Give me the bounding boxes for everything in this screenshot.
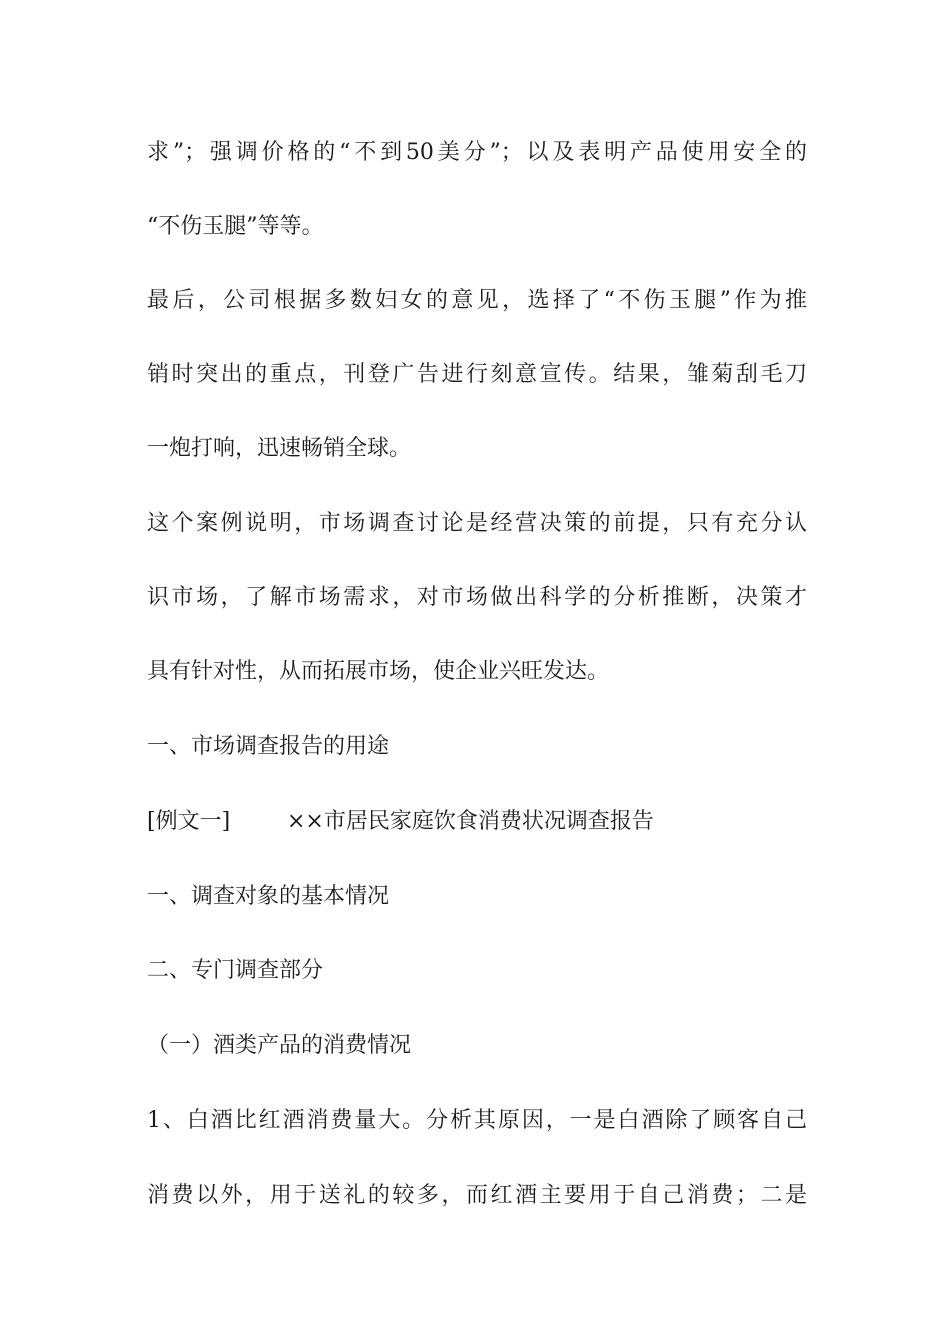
section-heading-uses: 一、市场调查报告的用途 bbox=[147, 734, 390, 759]
paragraph-line-7: 识市场，了解市场需求，对市场做出科学的分析推断，决策才 bbox=[147, 585, 807, 610]
paragraph-line-8: 具有针对性，从而拓展市场，使企业兴旺发达。 bbox=[147, 659, 610, 684]
section-heading-basic-info: 一、调查对象的基本情况 bbox=[147, 884, 390, 909]
example-title-line bbox=[147, 802, 807, 842]
paragraph-line-2: “不伤玉腿”等等。 bbox=[147, 214, 324, 239]
paragraph-line-6: 这个案例说明，市场调查讨论是经营决策的前提，只有充分认 bbox=[147, 511, 807, 536]
subsection-heading-alcohol: （一）酒类产品的消费情况 bbox=[147, 1033, 412, 1058]
section-heading-special-survey: 二、专门调查部分 bbox=[147, 958, 324, 983]
paragraph-line-10: 消费以外，用于送礼的较多，而红酒主要用于自己消费；二是 bbox=[147, 1183, 807, 1208]
paragraph-line-4: 销时突出的重点，刊登广告进行刻意宣传。结果，雏菊刮毛刀 bbox=[147, 362, 807, 387]
paragraph-line-5: 一炮打响，迅速畅销全球。 bbox=[147, 436, 412, 461]
paragraph-line-3: 最后，公司根据多数妇女的意见，选择了“不伤玉腿”作为推 bbox=[147, 288, 807, 313]
example-title: ××市居民家庭饮食消费状况调查报告 bbox=[287, 809, 654, 834]
paragraph-line-1: 求”；强调价格的“不到50美分”；以及表明产品使用安全的 bbox=[147, 140, 807, 165]
paragraph-line-9: 1、白酒比红酒消费量大。分析其原因，一是白酒除了顾客自己 bbox=[147, 1108, 807, 1133]
example-tag: [例文一] bbox=[147, 809, 231, 834]
